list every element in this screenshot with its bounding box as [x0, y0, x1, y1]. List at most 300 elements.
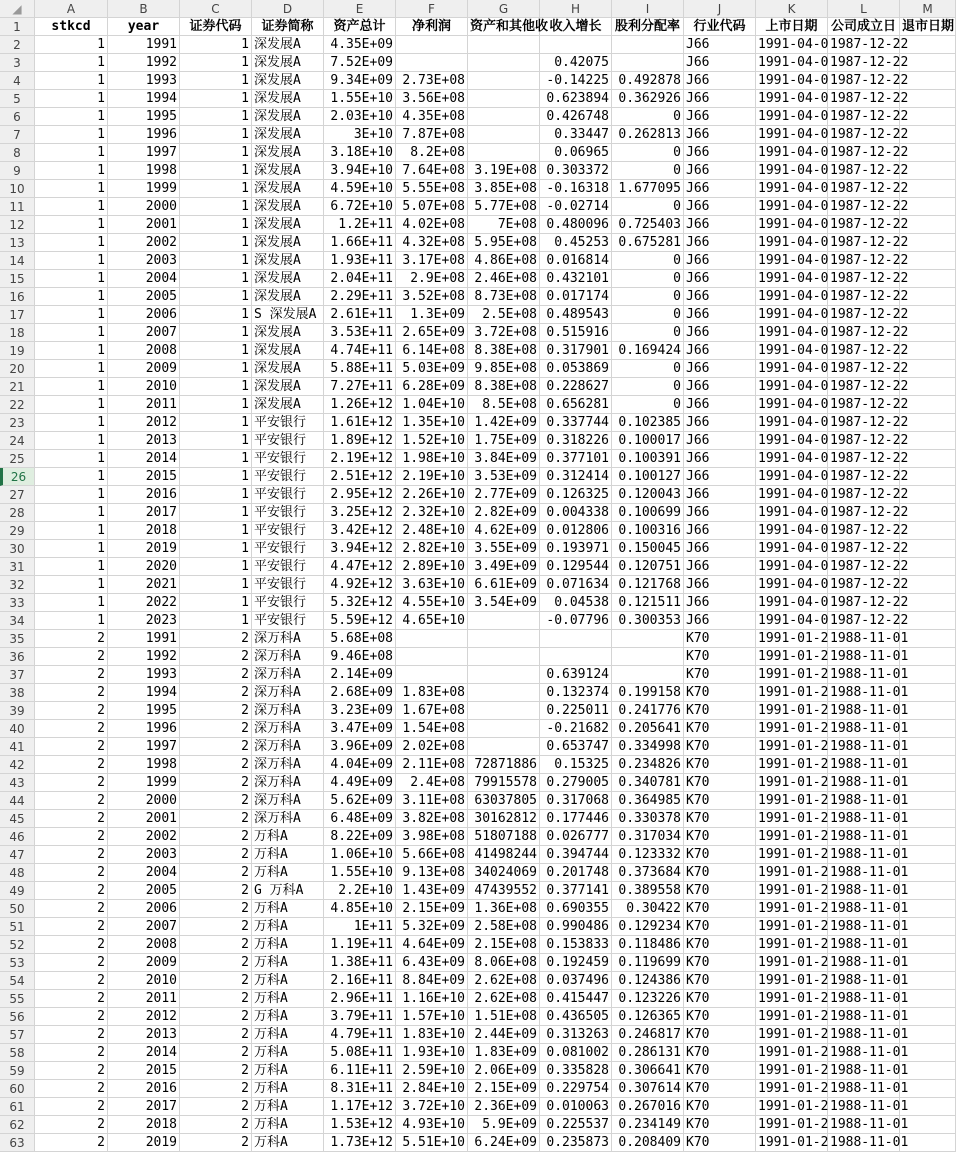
row-header[interactable]: 40 [0, 720, 35, 738]
table-cell[interactable]: J66 [684, 450, 756, 468]
table-cell[interactable]: 30162812 [468, 810, 540, 828]
row-header[interactable]: 33 [0, 594, 35, 612]
table-cell[interactable]: 2.95E+12 [324, 486, 396, 504]
table-cell[interactable]: 0.037496 [540, 972, 612, 990]
table-cell[interactable]: 2005 [108, 882, 180, 900]
table-cell[interactable]: -0.16318 [540, 180, 612, 198]
table-cell[interactable]: 3.63E+10 [396, 576, 468, 594]
column-header-g[interactable]: G [468, 0, 540, 18]
table-cell[interactable]: 1991-04-0 [758, 289, 829, 304]
table-cell[interactable]: 3.53E+11 [324, 324, 396, 342]
table-cell[interactable]: 0.193971 [540, 540, 612, 558]
table-cell[interactable]: 1991-01-2 [758, 847, 829, 862]
table-cell[interactable]: 0 [612, 288, 684, 306]
table-cell[interactable]: 4.35E+08 [396, 108, 468, 126]
table-cell[interactable]: 0.377101 [540, 450, 612, 468]
table-cell[interactable]: 5.77E+08 [468, 198, 540, 216]
table-cell[interactable]: 1.93E+11 [324, 252, 396, 270]
table-cell[interactable]: 公司成立日 [828, 18, 900, 36]
table-cell[interactable]: 4.35E+09 [324, 36, 396, 54]
table-cell[interactable]: 1 [35, 270, 108, 288]
table-cell[interactable]: 1 [180, 414, 252, 432]
table-cell[interactable]: 4.02E+08 [396, 216, 468, 234]
table-cell[interactable]: 8.5E+08 [468, 396, 540, 414]
table-cell[interactable]: K70 [684, 936, 756, 954]
table-cell[interactable]: 1994 [108, 684, 180, 702]
table-cell[interactable]: 万科A [252, 1062, 324, 1080]
table-cell[interactable]: 2006 [108, 900, 180, 918]
table-cell[interactable]: 2.02E+08 [396, 738, 468, 756]
table-cell[interactable]: 2 [180, 720, 252, 738]
table-cell[interactable]: stkcd [35, 18, 108, 36]
table-cell[interactable]: 0.426748 [540, 108, 612, 126]
table-cell[interactable]: 1 [35, 288, 108, 306]
table-cell[interactable]: 深万科A [252, 792, 324, 810]
table-cell[interactable]: 0.153833 [540, 936, 612, 954]
table-cell[interactable]: 1991-04-0 [758, 145, 829, 160]
table-cell[interactable] [900, 288, 956, 306]
table-cell[interactable]: 1 [180, 72, 252, 90]
row-header[interactable]: 61 [0, 1098, 35, 1116]
column-header-j[interactable]: J [684, 0, 756, 18]
table-cell[interactable]: 0.06965 [540, 144, 612, 162]
table-cell[interactable]: 1.38E+11 [324, 954, 396, 972]
table-cell[interactable]: 1 [35, 36, 108, 54]
table-cell[interactable]: 2 [180, 774, 252, 792]
table-cell[interactable] [468, 108, 540, 126]
table-cell[interactable]: 2.59E+10 [396, 1062, 468, 1080]
table-cell[interactable]: 深发展A [252, 342, 324, 360]
table-cell[interactable]: 1 [35, 522, 108, 540]
table-cell[interactable] [900, 126, 956, 144]
table-cell[interactable]: 1 [35, 108, 108, 126]
table-cell[interactable]: 0 [612, 252, 684, 270]
table-cell[interactable] [900, 108, 956, 126]
table-cell[interactable]: 2 [180, 1008, 252, 1026]
table-cell[interactable]: 2 [35, 756, 108, 774]
column-header-a[interactable]: A [35, 0, 108, 18]
table-cell[interactable]: 0 [612, 108, 684, 126]
table-cell[interactable]: 0.121511 [612, 594, 684, 612]
table-cell[interactable]: 1.55E+10 [324, 864, 396, 882]
table-cell[interactable]: 1988-11-01 [830, 1009, 909, 1024]
table-cell[interactable]: 4.62E+09 [468, 522, 540, 540]
table-cell[interactable]: 2 [35, 1116, 108, 1134]
table-cell[interactable]: 证券简称 [252, 18, 324, 36]
table-cell[interactable]: 2007 [108, 324, 180, 342]
table-cell[interactable]: 1987-12-22 [830, 217, 909, 232]
table-cell[interactable]: 1988-11-01 [830, 973, 909, 988]
table-cell[interactable]: 0.362926 [612, 90, 684, 108]
table-cell[interactable]: 1 [180, 144, 252, 162]
table-cell[interactable] [468, 648, 540, 666]
table-cell[interactable]: 1 [180, 378, 252, 396]
column-header-m[interactable]: M [900, 0, 956, 18]
table-cell[interactable]: 1 [35, 162, 108, 180]
table-cell[interactable]: 0.169424 [612, 342, 684, 360]
table-cell[interactable]: 0.100316 [612, 522, 684, 540]
table-cell[interactable] [468, 54, 540, 72]
table-cell[interactable]: 1991-04-0 [758, 55, 829, 70]
table-cell[interactable]: 3.19E+08 [468, 162, 540, 180]
table-cell[interactable]: K70 [684, 846, 756, 864]
table-cell[interactable]: 深万科A [252, 810, 324, 828]
table-cell[interactable]: 1 [35, 576, 108, 594]
table-cell[interactable]: -0.07796 [540, 612, 612, 630]
table-cell[interactable]: 0.307614 [612, 1080, 684, 1098]
row-header[interactable]: 13 [0, 234, 35, 252]
table-cell[interactable]: 9.85E+08 [468, 360, 540, 378]
table-cell[interactable]: 2012 [108, 1008, 180, 1026]
table-cell[interactable]: 1991-01-2 [758, 1009, 829, 1024]
table-cell[interactable]: J66 [684, 594, 756, 612]
table-cell[interactable]: 0.318226 [540, 432, 612, 450]
table-cell[interactable] [900, 774, 956, 792]
row-header[interactable]: 57 [0, 1026, 35, 1044]
table-cell[interactable]: 2 [180, 882, 252, 900]
table-cell[interactable]: 1988-11-01 [830, 1081, 909, 1096]
table-cell[interactable]: 5.59E+12 [324, 612, 396, 630]
table-cell[interactable]: 1 [35, 414, 108, 432]
table-cell[interactable]: 1987-12-22 [830, 235, 909, 250]
table-cell[interactable]: 0.201748 [540, 864, 612, 882]
table-cell[interactable]: 3.23E+09 [324, 702, 396, 720]
table-cell[interactable]: 1987-12-22 [830, 127, 909, 142]
table-cell[interactable]: 1 [35, 396, 108, 414]
table-cell[interactable]: 0.081002 [540, 1044, 612, 1062]
table-cell[interactable] [900, 702, 956, 720]
table-cell[interactable]: 2.61E+11 [324, 306, 396, 324]
table-cell[interactable]: 0.303372 [540, 162, 612, 180]
table-cell[interactable]: 8.38E+08 [468, 378, 540, 396]
table-cell[interactable]: 1991-01-2 [758, 973, 829, 988]
table-cell[interactable] [468, 666, 540, 684]
table-cell[interactable]: 2 [180, 864, 252, 882]
row-header[interactable]: 8 [0, 144, 35, 162]
table-cell[interactable]: 0.121768 [612, 576, 684, 594]
table-cell[interactable]: 0.225011 [540, 702, 612, 720]
table-cell[interactable]: 1.17E+12 [324, 1098, 396, 1116]
table-cell[interactable]: 平安银行 [252, 414, 324, 432]
table-cell[interactable]: 1991-01-2 [758, 1135, 829, 1150]
table-cell[interactable] [900, 432, 956, 450]
table-cell[interactable]: 1992 [108, 648, 180, 666]
table-cell[interactable]: 0.45253 [540, 234, 612, 252]
table-cell[interactable]: 2018 [108, 1116, 180, 1134]
table-cell[interactable]: J66 [684, 144, 756, 162]
table-cell[interactable]: 0.208409 [612, 1134, 684, 1152]
table-cell[interactable] [900, 522, 956, 540]
table-cell[interactable]: 1987-12-22 [830, 397, 909, 412]
table-cell[interactable]: 3.54E+09 [468, 594, 540, 612]
table-cell[interactable] [900, 738, 956, 756]
table-cell[interactable]: 万科A [252, 972, 324, 990]
table-cell[interactable] [900, 576, 956, 594]
table-cell[interactable]: 5.32E+12 [324, 594, 396, 612]
table-cell[interactable]: 2 [180, 1062, 252, 1080]
table-cell[interactable]: 1 [180, 468, 252, 486]
row-header[interactable]: 45 [0, 810, 35, 828]
row-header[interactable]: 15 [0, 270, 35, 288]
table-cell[interactable]: 1992 [108, 54, 180, 72]
table-cell[interactable]: 0.515916 [540, 324, 612, 342]
table-cell[interactable]: 1994 [108, 90, 180, 108]
table-cell[interactable] [900, 1098, 956, 1116]
table-cell[interactable]: 0.234149 [612, 1116, 684, 1134]
table-cell[interactable]: 1.51E+08 [468, 1008, 540, 1026]
table-cell[interactable] [900, 234, 956, 252]
table-cell[interactable]: 2 [35, 882, 108, 900]
table-cell[interactable]: 深发展A [252, 54, 324, 72]
table-cell[interactable]: 1998 [108, 756, 180, 774]
table-cell[interactable]: J66 [684, 234, 756, 252]
table-cell[interactable]: 0 [612, 324, 684, 342]
table-cell[interactable]: K70 [684, 828, 756, 846]
column-header-c[interactable]: C [180, 0, 252, 18]
table-cell[interactable]: 资产总计 [324, 18, 396, 36]
table-cell[interactable]: 2 [180, 1098, 252, 1116]
table-cell[interactable]: 2 [180, 648, 252, 666]
table-cell[interactable]: 1 [180, 288, 252, 306]
table-cell[interactable]: 2008 [108, 936, 180, 954]
table-cell[interactable]: 0.373684 [612, 864, 684, 882]
table-cell[interactable]: 深万科A [252, 666, 324, 684]
table-cell[interactable]: 深发展A [252, 144, 324, 162]
table-cell[interactable]: 1 [180, 162, 252, 180]
table-cell[interactable]: 0.119699 [612, 954, 684, 972]
table-cell[interactable]: 7.27E+11 [324, 378, 396, 396]
table-cell[interactable]: 平安银行 [252, 486, 324, 504]
table-cell[interactable]: 1 [180, 612, 252, 630]
table-cell[interactable]: 2 [180, 846, 252, 864]
table-cell[interactable]: 2.84E+10 [396, 1080, 468, 1098]
table-cell[interactable]: 4.32E+08 [396, 234, 468, 252]
table-cell[interactable]: K70 [684, 774, 756, 792]
table-cell[interactable]: J66 [684, 180, 756, 198]
table-cell[interactable]: 1987-12-22 [830, 37, 909, 52]
table-cell[interactable]: 1 [180, 342, 252, 360]
table-cell[interactable]: 3.94E+12 [324, 540, 396, 558]
table-cell[interactable] [900, 1062, 956, 1080]
table-cell[interactable] [468, 36, 540, 54]
table-cell[interactable]: 1988-11-01 [830, 775, 909, 790]
table-cell[interactable]: 1988-11-01 [830, 991, 909, 1006]
row-header[interactable]: 36 [0, 648, 35, 666]
table-cell[interactable]: 1987-12-22 [830, 325, 909, 340]
table-cell[interactable]: 0.123226 [612, 990, 684, 1008]
table-cell[interactable]: 1991-04-0 [758, 415, 829, 430]
table-cell[interactable]: 1987-12-22 [830, 379, 909, 394]
table-cell[interactable]: 1988-11-01 [830, 1063, 909, 1078]
table-cell[interactable]: J66 [684, 216, 756, 234]
table-cell[interactable]: 1 [180, 234, 252, 252]
table-cell[interactable]: 1.98E+10 [396, 450, 468, 468]
table-cell[interactable]: 0.120043 [612, 486, 684, 504]
table-cell[interactable]: 2.15E+08 [468, 936, 540, 954]
table-cell[interactable]: 0.436505 [540, 1008, 612, 1026]
table-cell[interactable]: 1 [35, 558, 108, 576]
table-cell[interactable] [900, 360, 956, 378]
table-cell[interactable]: 2 [180, 702, 252, 720]
table-cell[interactable]: 1 [35, 612, 108, 630]
table-cell[interactable]: 0 [612, 396, 684, 414]
table-cell[interactable] [900, 1116, 956, 1134]
table-cell[interactable]: 0.653747 [540, 738, 612, 756]
table-cell[interactable]: 2 [180, 756, 252, 774]
table-cell[interactable]: 2007 [108, 918, 180, 936]
table-cell[interactable]: 2 [180, 828, 252, 846]
table-cell[interactable]: 0.394744 [540, 846, 612, 864]
table-cell[interactable]: -0.14225 [540, 72, 612, 90]
table-cell[interactable]: J66 [684, 504, 756, 522]
table-cell[interactable]: 0.656281 [540, 396, 612, 414]
table-cell[interactable]: 0.489543 [540, 306, 612, 324]
table-cell[interactable]: 深万科A [252, 756, 324, 774]
row-header[interactable]: 51 [0, 918, 35, 936]
table-cell[interactable]: J66 [684, 36, 756, 54]
table-cell[interactable]: 4.49E+09 [324, 774, 396, 792]
table-cell[interactable]: 6.43E+09 [396, 954, 468, 972]
table-cell[interactable]: K70 [684, 630, 756, 648]
table-cell[interactable]: 万科A [252, 990, 324, 1008]
table-cell[interactable]: 5.95E+08 [468, 234, 540, 252]
table-cell[interactable]: 2.96E+11 [324, 990, 396, 1008]
table-cell[interactable]: 2015 [108, 1062, 180, 1080]
table-cell[interactable]: 0.262813 [612, 126, 684, 144]
table-cell[interactable] [468, 144, 540, 162]
table-cell[interactable]: 2004 [108, 270, 180, 288]
table-cell[interactable]: 4.85E+10 [324, 900, 396, 918]
table-cell[interactable] [396, 666, 468, 684]
table-cell[interactable]: 0.725403 [612, 216, 684, 234]
table-cell[interactable]: K70 [684, 972, 756, 990]
column-header-d[interactable]: D [252, 0, 324, 18]
table-cell[interactable]: 8.06E+08 [468, 954, 540, 972]
row-header[interactable]: 32 [0, 576, 35, 594]
row-header[interactable]: 9 [0, 162, 35, 180]
table-cell[interactable]: 2 [180, 1116, 252, 1134]
table-cell[interactable]: 1988-11-01 [830, 865, 909, 880]
table-cell[interactable]: 2.65E+09 [396, 324, 468, 342]
table-cell[interactable]: K70 [684, 918, 756, 936]
table-cell[interactable]: 万科A [252, 1098, 324, 1116]
table-cell[interactable]: 1 [180, 198, 252, 216]
table-cell[interactable]: S 深发展A [252, 306, 324, 324]
table-cell[interactable]: 1 [180, 450, 252, 468]
table-cell[interactable]: 1991 [108, 630, 180, 648]
table-cell[interactable]: 深发展A [252, 360, 324, 378]
row-header[interactable]: 41 [0, 738, 35, 756]
table-cell[interactable]: 1.42E+09 [468, 414, 540, 432]
table-cell[interactable]: 3.79E+11 [324, 1008, 396, 1026]
table-cell[interactable]: K70 [684, 684, 756, 702]
table-cell[interactable]: 4.59E+10 [324, 180, 396, 198]
table-cell[interactable]: 1996 [108, 720, 180, 738]
table-cell[interactable]: 5.03E+09 [396, 360, 468, 378]
table-cell[interactable]: 2.73E+08 [396, 72, 468, 90]
table-cell[interactable]: 1 [35, 144, 108, 162]
table-cell[interactable]: 1 [180, 36, 252, 54]
table-cell[interactable]: 1.06E+10 [324, 846, 396, 864]
table-cell[interactable]: 1991-04-0 [758, 91, 829, 106]
table-cell[interactable]: 1.83E+09 [468, 1044, 540, 1062]
table-cell[interactable]: 1991-04-0 [758, 73, 829, 88]
table-cell[interactable]: 8.22E+09 [324, 828, 396, 846]
table-cell[interactable]: 2 [180, 1026, 252, 1044]
row-header[interactable]: 39 [0, 702, 35, 720]
table-cell[interactable]: 0.017174 [540, 288, 612, 306]
table-cell[interactable]: 1.26E+12 [324, 396, 396, 414]
row-header[interactable]: 23 [0, 414, 35, 432]
table-cell[interactable]: 1988-11-01 [830, 919, 909, 934]
table-cell[interactable]: K70 [684, 1008, 756, 1026]
table-cell[interactable]: 0.317034 [612, 828, 684, 846]
table-cell[interactable]: J66 [684, 54, 756, 72]
table-cell[interactable]: 41498244 [468, 846, 540, 864]
table-cell[interactable]: K70 [684, 990, 756, 1008]
table-cell[interactable]: 2003 [108, 252, 180, 270]
table-cell[interactable]: 6.28E+09 [396, 378, 468, 396]
table-cell[interactable] [468, 630, 540, 648]
table-cell[interactable]: 1 [180, 504, 252, 522]
table-cell[interactable]: 2 [35, 1080, 108, 1098]
table-cell[interactable]: 1988-11-01 [830, 685, 909, 700]
table-cell[interactable]: 1991-04-0 [758, 397, 829, 412]
table-cell[interactable]: 2.51E+12 [324, 468, 396, 486]
table-cell[interactable]: 72871886 [468, 756, 540, 774]
table-cell[interactable] [900, 396, 956, 414]
table-cell[interactable]: 深发展A [252, 234, 324, 252]
table-cell[interactable]: 万科A [252, 1044, 324, 1062]
table-cell[interactable]: 2.44E+09 [468, 1026, 540, 1044]
table-cell[interactable]: 2012 [108, 414, 180, 432]
table-cell[interactable]: 1.66E+11 [324, 234, 396, 252]
table-cell[interactable]: 1 [35, 72, 108, 90]
table-cell[interactable]: 平安银行 [252, 576, 324, 594]
table-cell[interactable]: 1 [35, 450, 108, 468]
table-cell[interactable]: J66 [684, 162, 756, 180]
table-cell[interactable]: K70 [684, 1044, 756, 1062]
table-cell[interactable]: 1 [180, 216, 252, 234]
table-cell[interactable]: 2 [35, 702, 108, 720]
table-cell[interactable] [612, 666, 684, 684]
table-cell[interactable]: 1988-11-01 [830, 793, 909, 808]
table-cell[interactable]: 1.04E+10 [396, 396, 468, 414]
table-cell[interactable]: 深万科A [252, 720, 324, 738]
table-cell[interactable]: 2011 [108, 990, 180, 1008]
table-cell[interactable]: 3.11E+08 [396, 792, 468, 810]
table-cell[interactable]: 2 [35, 918, 108, 936]
row-header[interactable]: 22 [0, 396, 35, 414]
table-cell[interactable]: 1991-04-0 [758, 181, 829, 196]
table-cell[interactable]: 2 [35, 936, 108, 954]
table-cell[interactable] [468, 90, 540, 108]
table-cell[interactable]: 0.177446 [540, 810, 612, 828]
table-cell[interactable]: 1991-04-0 [758, 271, 829, 286]
table-cell[interactable]: 1998 [108, 162, 180, 180]
table-cell[interactable]: 2 [35, 1008, 108, 1026]
table-cell[interactable]: 2014 [108, 1044, 180, 1062]
table-cell[interactable]: 1988-11-01 [830, 1117, 909, 1132]
table-cell[interactable]: 1987-12-22 [830, 163, 909, 178]
table-cell[interactable]: 0.100127 [612, 468, 684, 486]
table-cell[interactable]: 1987-12-22 [830, 595, 909, 610]
table-cell[interactable]: 0.246817 [612, 1026, 684, 1044]
table-cell[interactable]: 0.690355 [540, 900, 612, 918]
table-cell[interactable] [900, 54, 956, 72]
table-cell[interactable] [900, 1008, 956, 1026]
table-cell[interactable]: 万科A [252, 1008, 324, 1026]
